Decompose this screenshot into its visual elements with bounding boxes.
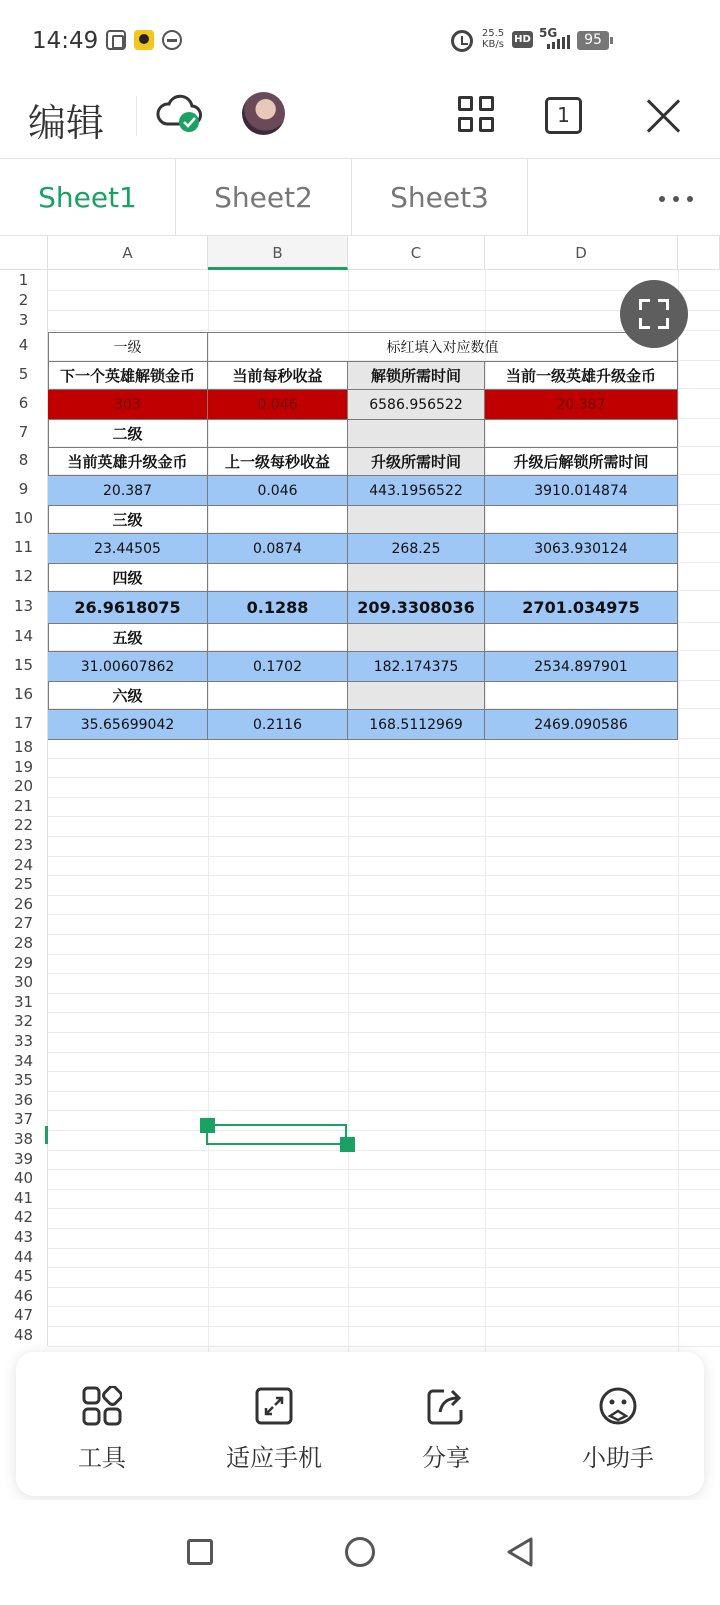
- more-tabs-icon[interactable]: [631, 159, 720, 236]
- row-number[interactable]: 19: [0, 758, 48, 778]
- row-number[interactable]: 46: [0, 1287, 48, 1307]
- cell-b4-merged[interactable]: 标红填入对应数值: [208, 332, 678, 362]
- cell-c17[interactable]: 168.5112969: [348, 710, 485, 740]
- fit-phone-label: 适应手机: [226, 1444, 322, 1472]
- cell-b13[interactable]: 0.1288: [208, 592, 348, 624]
- network-type: 5G: [539, 26, 558, 40]
- grid-row-line: [48, 856, 720, 857]
- column-header-d[interactable]: D: [485, 236, 678, 270]
- row-number[interactable]: 47: [0, 1306, 48, 1326]
- cell-a16[interactable]: 六级: [48, 682, 208, 710]
- app-header: [0, 82, 720, 158]
- cell-b12[interactable]: [208, 564, 348, 592]
- cell-c5[interactable]: 解锁所需时间: [348, 362, 485, 390]
- cell-d16[interactable]: [485, 682, 678, 710]
- status-time: 14:49: [32, 28, 99, 54]
- column-header-b[interactable]: B: [208, 236, 348, 270]
- fullscreen-icon-corner: [639, 318, 650, 329]
- cell-a4[interactable]: 一级: [48, 332, 208, 362]
- row-number[interactable]: 8: [0, 446, 48, 474]
- row-number[interactable]: 40: [0, 1169, 48, 1189]
- grid-row-line: [48, 1150, 720, 1151]
- system-nav-bar: [0, 1500, 720, 1605]
- column-header-e[interactable]: [678, 236, 720, 270]
- row-number[interactable]: 5: [0, 360, 48, 388]
- app-notification-icon: [134, 30, 154, 50]
- cell-d8[interactable]: 升级后解锁所需时间: [485, 448, 678, 476]
- grid-row-line: [48, 1267, 720, 1268]
- row-number[interactable]: 16: [0, 680, 48, 708]
- grid-row-line: [48, 875, 720, 876]
- row-number[interactable]: 22: [0, 816, 48, 836]
- row-number[interactable]: 15: [0, 650, 48, 680]
- cell-c12[interactable]: [348, 564, 485, 592]
- column-header-a[interactable]: A: [48, 236, 208, 270]
- status-bar: [0, 0, 720, 82]
- grid-row-line: [48, 1091, 720, 1092]
- cloud-sync-icon[interactable]: [155, 90, 205, 136]
- row-number[interactable]: 39: [0, 1150, 48, 1170]
- row-number[interactable]: 28: [0, 934, 48, 954]
- sheet-tabs: [0, 158, 720, 236]
- grid-row-line: [48, 1012, 720, 1013]
- cell-b7[interactable]: [208, 420, 348, 448]
- row-number[interactable]: 20: [0, 777, 48, 797]
- grid-row-line: [48, 934, 720, 935]
- grid-row-line: [48, 1326, 720, 1327]
- row-number[interactable]: 31: [0, 993, 48, 1013]
- tools-icon: [82, 1386, 122, 1426]
- cell-c8[interactable]: 升级所需时间: [348, 448, 485, 476]
- cell-d6[interactable]: 20.387: [485, 390, 678, 420]
- grid-row-line: [48, 914, 720, 915]
- row-number[interactable]: 23: [0, 836, 48, 856]
- grid-row-line: [48, 954, 720, 955]
- row-number[interactable]: 12: [0, 562, 48, 590]
- cell-b9[interactable]: 0.046: [208, 476, 348, 506]
- row-number[interactable]: 29: [0, 954, 48, 974]
- cell-d9[interactable]: 3910.014874: [485, 476, 678, 506]
- grid-row-line: [48, 993, 720, 994]
- cell-d11[interactable]: 3063.930124: [485, 534, 678, 564]
- cat-notification-icon: [162, 30, 182, 50]
- net-speed-unit: KB/s: [482, 39, 504, 50]
- cell-a11[interactable]: 23.44505: [48, 534, 208, 564]
- row-number[interactable]: 7: [0, 418, 48, 446]
- cell-a10[interactable]: 三级: [48, 506, 208, 534]
- cell-d7[interactable]: [485, 420, 678, 448]
- grid-row-line: [48, 1052, 720, 1053]
- battery-icon: 95: [577, 31, 609, 50]
- row-number[interactable]: 32: [0, 1012, 48, 1032]
- recent-apps-icon[interactable]: [187, 1539, 213, 1565]
- cell-a12[interactable]: 四级: [48, 564, 208, 592]
- spreadsheet-grid[interactable]: [0, 236, 720, 1361]
- share-button[interactable]: [360, 1352, 532, 1496]
- cell-c14[interactable]: [348, 624, 485, 652]
- grid-row-line: [48, 1189, 720, 1190]
- edit-title[interactable]: 编辑: [28, 101, 105, 145]
- row-number[interactable]: 27: [0, 914, 48, 934]
- select-all-corner[interactable]: [0, 236, 48, 270]
- row-number[interactable]: 33: [0, 1032, 48, 1052]
- row-number[interactable]: 17: [0, 708, 48, 738]
- cell-b15[interactable]: 0.1702: [208, 652, 348, 682]
- grid-row-line: [48, 836, 720, 837]
- sim-app-icon: [106, 30, 126, 50]
- share-label: 分享: [422, 1444, 470, 1472]
- row-number[interactable]: 9: [0, 474, 48, 504]
- row-number[interactable]: 10: [0, 504, 48, 532]
- tools-label: 工具: [78, 1444, 126, 1472]
- fit-phone-button[interactable]: [188, 1352, 360, 1496]
- fullscreen-icon: [639, 299, 650, 310]
- grid-row-line: [48, 777, 720, 778]
- cell-b6[interactable]: 0.046: [208, 390, 348, 420]
- cell-d12[interactable]: [485, 564, 678, 592]
- cell-selection-b37[interactable]: [206, 1124, 347, 1145]
- window-count-icon[interactable]: 1: [545, 97, 582, 134]
- apps-grid-icon[interactable]: [458, 96, 498, 136]
- grid-row-line: [48, 1071, 720, 1072]
- cell-a17[interactable]: 35.65699042: [48, 710, 208, 740]
- cell-b8[interactable]: 上一级每秒收益: [208, 448, 348, 476]
- row-number[interactable]: 6: [0, 388, 48, 418]
- cell-c11[interactable]: 268.25: [348, 534, 485, 564]
- row-number[interactable]: 3: [0, 310, 48, 330]
- grid-row-line: [48, 797, 720, 798]
- cell-d5[interactable]: 当前一级英雄升级金币: [485, 362, 678, 390]
- grid-row-line: [48, 1306, 720, 1307]
- cell-b14[interactable]: [208, 624, 348, 652]
- cell-a14[interactable]: 五级: [48, 624, 208, 652]
- grid-row-line: [48, 973, 720, 974]
- row-number[interactable]: 2: [0, 290, 48, 310]
- signal-icon: [545, 32, 571, 49]
- grid-row-line: [48, 1169, 720, 1170]
- grid-col-line: [678, 270, 679, 1361]
- column-header-c[interactable]: C: [348, 236, 485, 270]
- row-number[interactable]: 37: [0, 1110, 48, 1130]
- close-icon[interactable]: [644, 96, 684, 136]
- assistant-icon: [598, 1386, 638, 1426]
- cell-c6[interactable]: 6586.956522: [348, 390, 485, 420]
- grid-row-line: [48, 816, 720, 817]
- cell-a7[interactable]: 二级: [48, 420, 208, 448]
- row-number[interactable]: 35: [0, 1071, 48, 1091]
- row-number[interactable]: 24: [0, 856, 48, 876]
- cell-d10[interactable]: [485, 506, 678, 534]
- cell-a8[interactable]: 当前英雄升级金币: [48, 448, 208, 476]
- grid-row-line: [48, 1248, 720, 1249]
- row-number[interactable]: 13: [0, 590, 48, 622]
- row-number[interactable]: 4: [0, 330, 48, 360]
- cell-c13[interactable]: 209.3308036: [348, 592, 485, 624]
- home-icon[interactable]: [345, 1537, 375, 1567]
- share-icon: [426, 1386, 466, 1426]
- cell-a5[interactable]: 下一个英雄解锁金币: [48, 362, 208, 390]
- tab-sheet1[interactable]: Sheet1: [0, 159, 176, 236]
- fullscreen-icon-corner: [658, 299, 669, 310]
- row-number[interactable]: 18: [0, 738, 48, 758]
- row-number[interactable]: 26: [0, 895, 48, 915]
- cell-a6[interactable]: 303: [48, 390, 208, 420]
- assistant-label: 小助手: [582, 1444, 654, 1472]
- hd-badge: HD: [512, 31, 533, 48]
- cell-c16[interactable]: [348, 682, 485, 710]
- grid-row-line: [48, 1346, 720, 1347]
- cell-b11[interactable]: 0.0874: [208, 534, 348, 564]
- grid-row-line: [48, 1287, 720, 1288]
- row-number[interactable]: 34: [0, 1052, 48, 1072]
- row-number[interactable]: 45: [0, 1267, 48, 1287]
- row-number[interactable]: 21: [0, 797, 48, 817]
- grid-row-line: [48, 1032, 720, 1033]
- cell-d15[interactable]: 2534.897901: [485, 652, 678, 682]
- alarm-icon: [451, 30, 473, 52]
- tab-sheet3[interactable]: Sheet3: [352, 159, 528, 236]
- cell-b10[interactable]: [208, 506, 348, 534]
- fullscreen-icon-corner: [658, 318, 669, 329]
- row-number[interactable]: 11: [0, 532, 48, 562]
- cell-a9[interactable]: 20.387: [48, 476, 208, 506]
- row-number[interactable]: 42: [0, 1208, 48, 1228]
- fit-screen-icon: [254, 1386, 294, 1426]
- row-number[interactable]: 25: [0, 875, 48, 895]
- cell-b17[interactable]: 0.2116: [208, 710, 348, 740]
- back-icon[interactable]: [505, 1536, 535, 1568]
- cell-d17[interactable]: 2469.090586: [485, 710, 678, 740]
- row-number[interactable]: 14: [0, 622, 48, 650]
- row-number[interactable]: 41: [0, 1189, 48, 1209]
- tab-sheet2[interactable]: Sheet2: [176, 159, 352, 236]
- active-row-marker: [45, 1126, 48, 1144]
- cell-b5[interactable]: 当前每秒收益: [208, 362, 348, 390]
- cell-b16[interactable]: [208, 682, 348, 710]
- net-speed-value: 25.5: [481, 28, 505, 39]
- cell-a15[interactable]: 31.00607862: [48, 652, 208, 682]
- selection-handle-end[interactable]: [340, 1137, 355, 1152]
- row-number[interactable]: 44: [0, 1248, 48, 1268]
- cell-c9[interactable]: 443.1956522: [348, 476, 485, 506]
- grid-row-line: [48, 758, 720, 759]
- row-number[interactable]: 1: [0, 270, 48, 290]
- header-divider: [136, 96, 137, 136]
- row-number[interactable]: 48: [0, 1326, 48, 1346]
- row-number[interactable]: 38: [0, 1130, 48, 1150]
- selection-handle-start[interactable]: [200, 1118, 215, 1133]
- cell-c7[interactable]: [348, 420, 485, 448]
- grid-row-line: [48, 290, 720, 291]
- grid-row-line: [48, 1208, 720, 1209]
- user-avatar[interactable]: [242, 92, 285, 135]
- grid-row-line: [48, 1228, 720, 1229]
- cell-a13[interactable]: 26.9618075: [48, 592, 208, 624]
- cell-c10[interactable]: [348, 506, 485, 534]
- grid-row-line: [48, 1110, 720, 1111]
- cell-d13[interactable]: 2701.034975: [485, 592, 678, 624]
- row-number[interactable]: 30: [0, 973, 48, 993]
- net-speed: [480, 28, 506, 50]
- cell-c15[interactable]: 182.174375: [348, 652, 485, 682]
- cell-d14[interactable]: [485, 624, 678, 652]
- assistant-button[interactable]: [532, 1352, 704, 1496]
- bottom-toolbar: [16, 1352, 704, 1496]
- grid-row-line: [48, 895, 720, 896]
- grid-row-line: [48, 330, 720, 331]
- row-number[interactable]: 43: [0, 1228, 48, 1248]
- fullscreen-button[interactable]: [620, 280, 688, 348]
- tools-button[interactable]: [16, 1352, 188, 1496]
- grid-row-line: [48, 1130, 720, 1131]
- row-number[interactable]: 36: [0, 1091, 48, 1111]
